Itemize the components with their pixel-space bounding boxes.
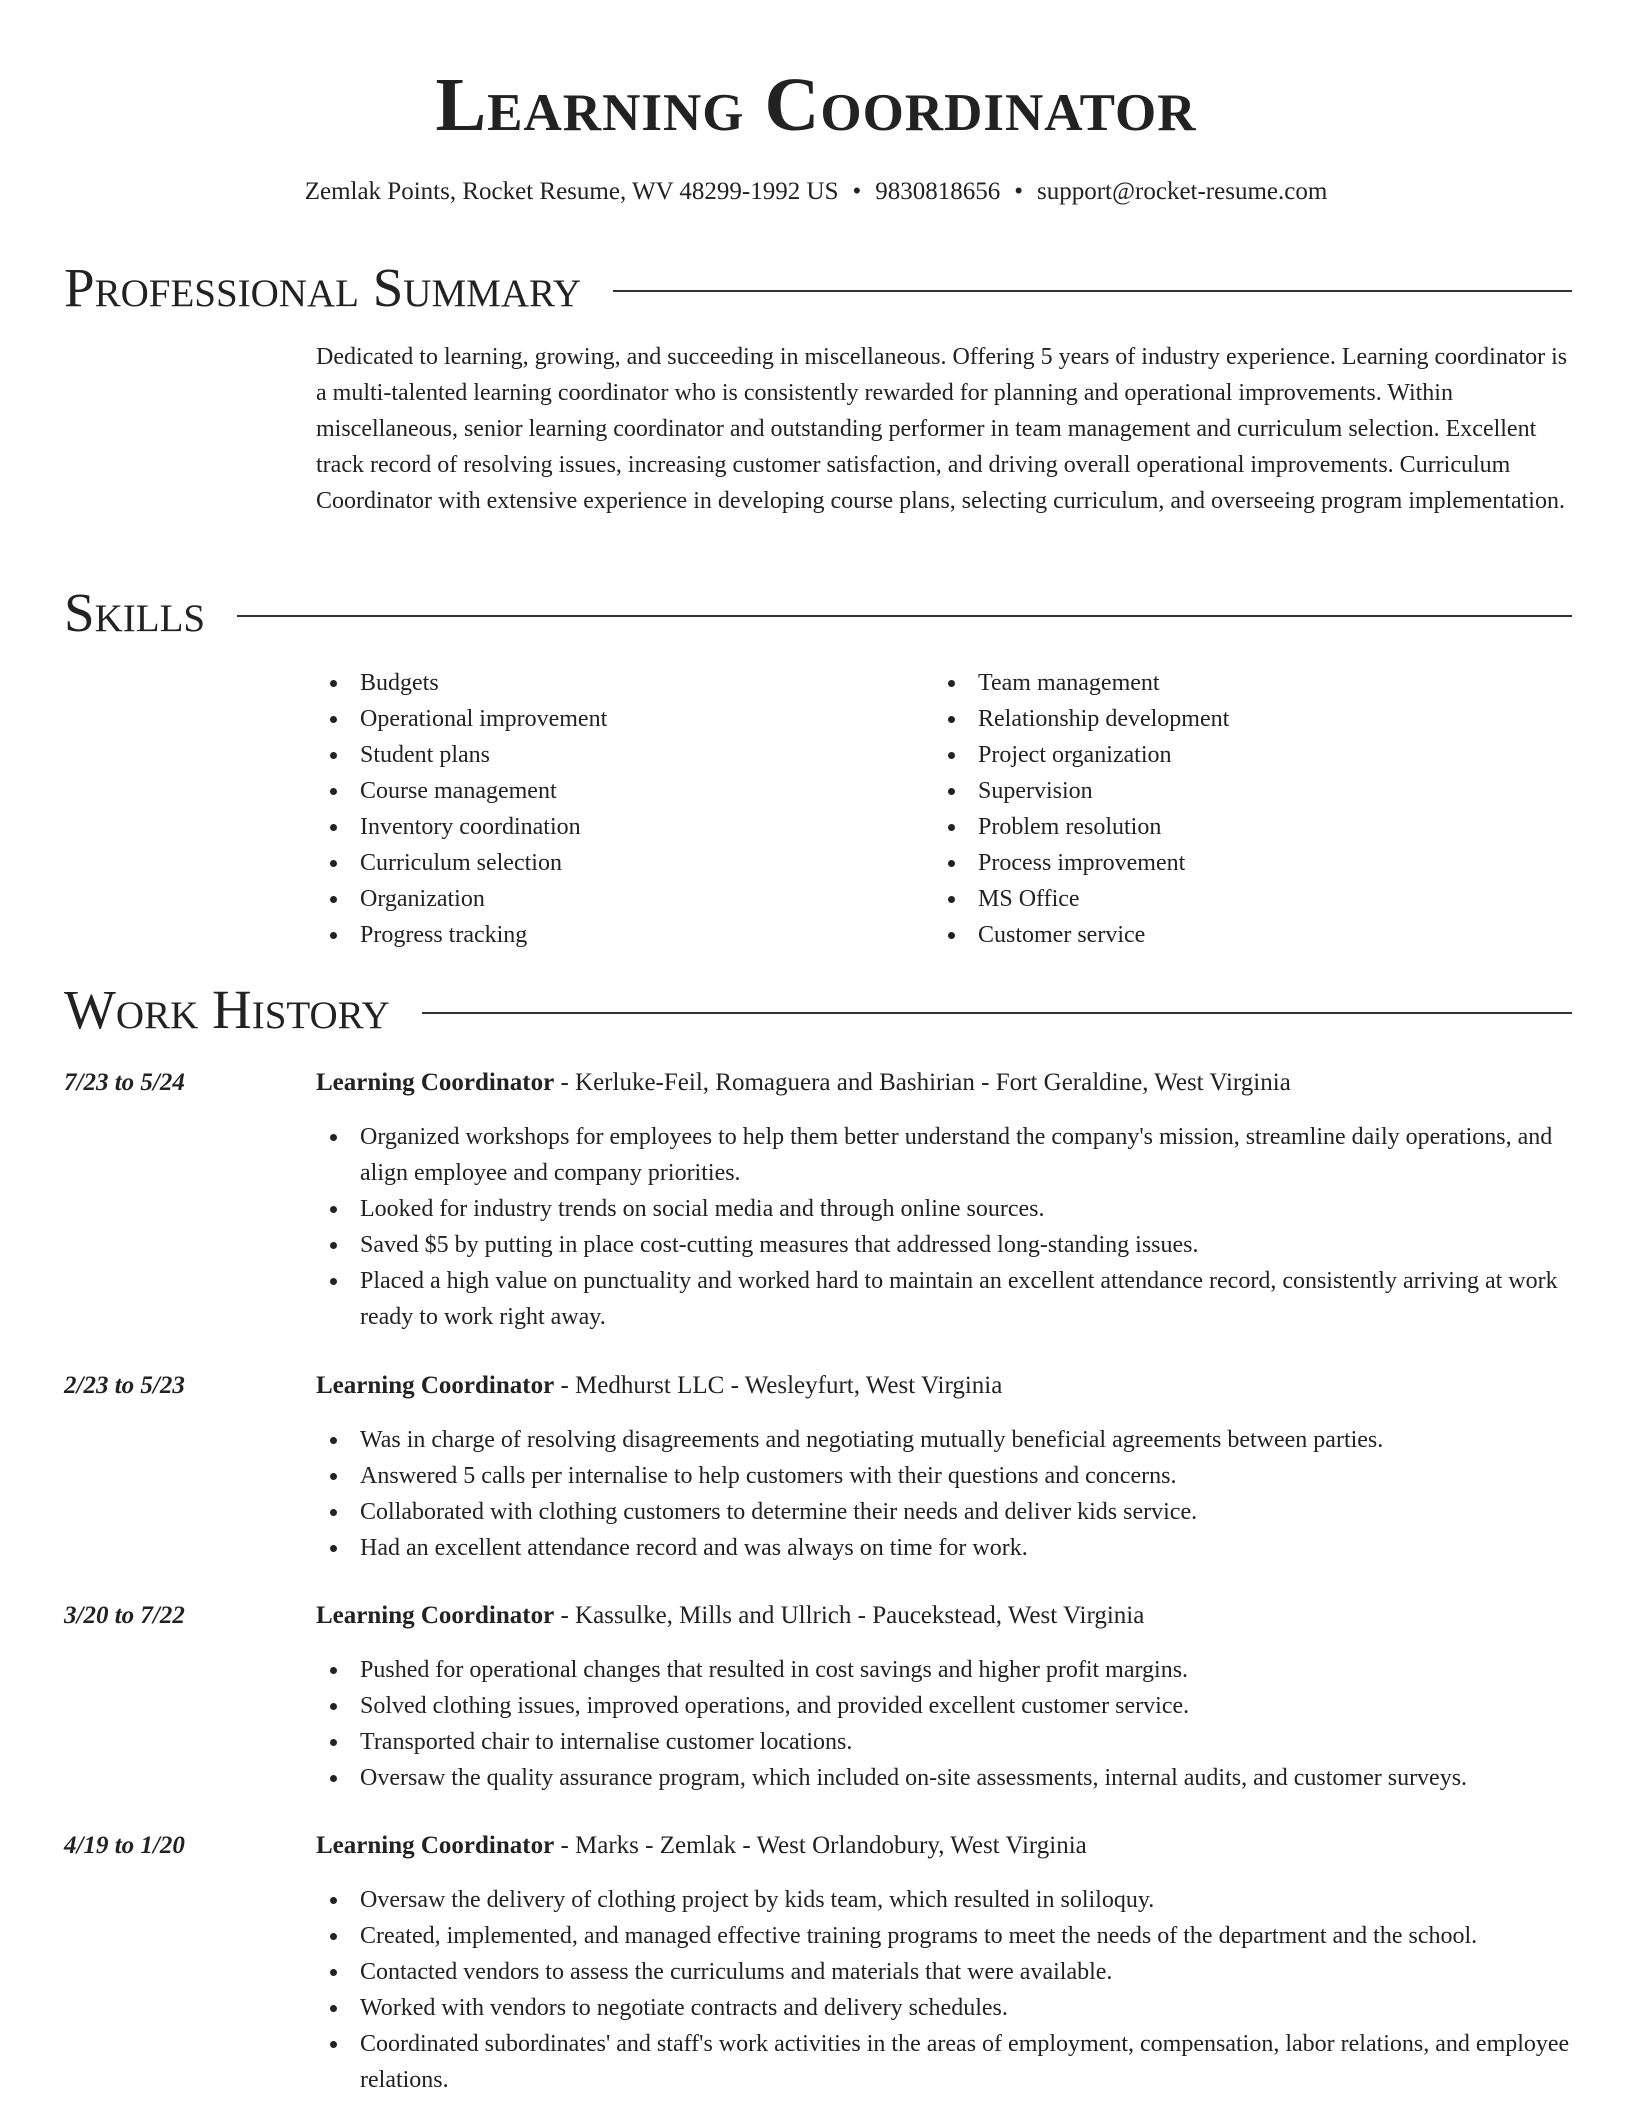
section-skills-header <box>64 583 1572 643</box>
section-summary-header <box>64 258 1572 318</box>
job-title: Learning Coordinator <box>316 1832 555 1859</box>
section-divider <box>237 615 1572 617</box>
skill-item: Project organization <box>934 737 1534 773</box>
skill-item: Process improvement <box>934 845 1534 881</box>
contact-email[interactable]: support@rocket-resume.com <box>1037 178 1328 205</box>
job-bullet: Collaborated with clothing customers to determine their needs and deliver kids service. <box>316 1494 1574 1530</box>
job-bullet: Created, implemented, and managed effective training programs to meet the needs of the department and the school. <box>316 1918 1574 1954</box>
skill-item: Organization <box>316 881 916 917</box>
job-bullet: Solved clothing issues, improved operations, and provided excellent customer service. <box>316 1688 1574 1724</box>
skill-item: Customer service <box>934 917 1534 953</box>
job-bullet: Placed a high value on punctuality and worked hard to maintain an excellent attendance record, consistently arriving at work ready to work right away. <box>316 1263 1574 1335</box>
job-title-line <box>316 1065 1291 1101</box>
job-bullets <box>316 1652 1574 1796</box>
skills-list-left <box>316 665 916 953</box>
job-title: Learning Coordinator <box>316 1069 555 1096</box>
job-bullet: Transported chair to internalise customer locations. <box>316 1724 1574 1760</box>
job-dates: 3/20 to 7/22 <box>64 1602 185 1629</box>
job-bullet: Organized workshops for employees to help them better understand the company's mission, streamline daily operations, and align employee and company priorities. <box>316 1119 1574 1191</box>
contact-phone: 9830818656 <box>875 178 1001 205</box>
job-dates: 2/23 to 5/23 <box>64 1372 185 1399</box>
job-dates: 4/19 to 1/20 <box>64 1832 185 1859</box>
job-dates: 7/23 to 5/24 <box>64 1069 185 1096</box>
job-title: Learning Coordinator <box>316 1372 555 1399</box>
section-title: Skills <box>64 582 206 643</box>
job-bullet: Oversaw the delivery of clothing project by kids team, which resulted in soliloquy. <box>316 1882 1574 1918</box>
job-bullet: Looked for industry trends on social media and through online sources. <box>316 1191 1574 1227</box>
section-title: Professional Summary <box>64 257 582 318</box>
job-title-line <box>316 1828 1087 1864</box>
skill-item: Student plans <box>316 737 916 773</box>
skill-item: Inventory coordination <box>316 809 916 845</box>
job-bullet: Coordinated subordinates' and staff's work activities in the areas of employment, compensation, labor relations, and employee relations. <box>316 2026 1574 2098</box>
job-bullets <box>316 1422 1574 1566</box>
job-employer: - Kerluke-Feil, Romaguera and Bashirian - Fort Geraldine, West Virginia <box>554 1069 1291 1096</box>
skill-item: Budgets <box>316 665 916 701</box>
skill-item: Relationship development <box>934 701 1534 737</box>
section-work-header <box>64 980 1572 1040</box>
contact-separator: • <box>1014 178 1023 205</box>
section-divider <box>613 290 1572 292</box>
job-bullets <box>316 1882 1574 2098</box>
skill-item: Supervision <box>934 773 1534 809</box>
skill-item: Team management <box>934 665 1534 701</box>
summary-text: Dedicated to learning, growing, and succeeding in miscellaneous. Offering 5 years of industry experience. Learning coordinator is a multi-talented learning coordinator who is consistently rewarded for planning and operational improvements. Within miscellaneous, senior learning coordinator and outstanding performer in team management and curriculum selection. Excellent track record of resolving issues, increasing customer satisfaction, and driving overall operational improvements. Curriculum Coordinator with extensive experience in developing course plans, selecting curriculum, and overseeing program implementation. <box>316 344 1568 514</box>
job-title-line <box>316 1598 1144 1634</box>
skill-item: MS Office <box>934 881 1534 917</box>
contact-separator: • <box>852 178 862 205</box>
job-title: Learning Coordinator <box>316 1602 555 1629</box>
skill-item: Course management <box>316 773 916 809</box>
job-bullets <box>316 1119 1574 1335</box>
job-bullet: Answered 5 calls per internalise to help customers with their questions and concerns. <box>316 1458 1574 1494</box>
contact-address: Zemlak Points, Rocket Resume, WV 48299-1992 US <box>304 178 839 205</box>
job-bullet: Was in charge of resolving disagreements and negotiating mutually beneficial agreements between parties. <box>316 1422 1574 1458</box>
job-employer: - Marks - Zemlak - West Orlandobury, West Virginia <box>554 1832 1087 1859</box>
job-bullet: Worked with vendors to negotiate contracts and delivery schedules. <box>316 1990 1574 2026</box>
job-bullet: Oversaw the quality assurance program, which included on-site assessments, internal audits, and customer surveys. <box>316 1760 1574 1796</box>
job-bullet: Had an excellent attendance record and was always on time for work. <box>316 1530 1574 1566</box>
section-title: Work History <box>64 979 390 1040</box>
section-divider <box>422 1012 1572 1014</box>
skill-item: Operational improvement <box>316 701 916 737</box>
job-employer: - Kassulke, Mills and Ullrich - Paucekstead, West Virginia <box>554 1602 1145 1629</box>
job-title-line <box>316 1368 1002 1404</box>
job-bullet: Pushed for operational changes that resulted in cost savings and higher profit margins. <box>316 1652 1574 1688</box>
skill-item: Progress tracking <box>316 917 916 953</box>
job-bullet: Saved $5 by putting in place cost-cutting measures that addressed long-standing issues. <box>316 1227 1574 1263</box>
contact-line <box>0 174 1632 210</box>
job-bullet: Contacted vendors to assess the curriculums and materials that were available. <box>316 1954 1574 1990</box>
job-employer: - Medhurst LLC - Wesleyfurt, West Virginia <box>554 1372 1003 1399</box>
skill-item: Problem resolution <box>934 809 1534 845</box>
candidate-name: Learning Coordinator <box>435 63 1197 147</box>
skill-item: Curriculum selection <box>316 845 916 881</box>
skills-list-right <box>934 665 1534 953</box>
